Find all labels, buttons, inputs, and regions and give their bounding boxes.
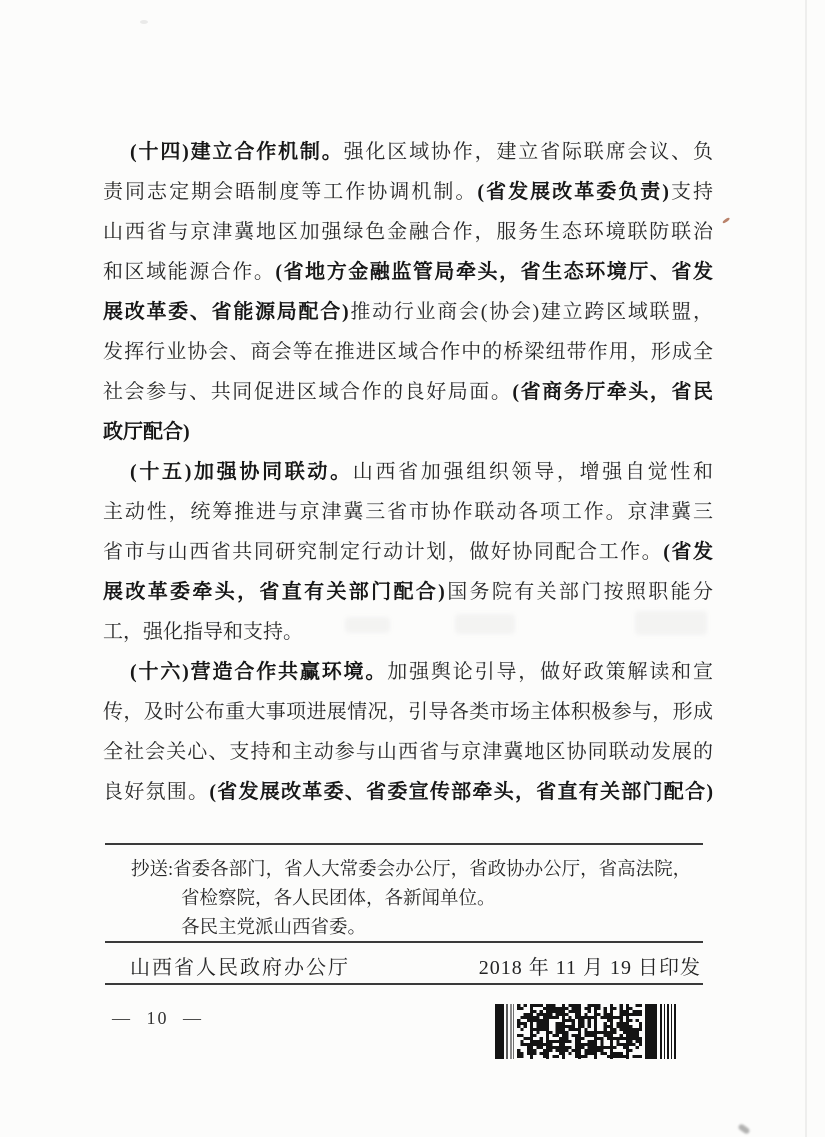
separator-line-middle <box>105 941 703 943</box>
body-text-line: 社会参与、共同促进区域合作的良好局面。(省商务厅牵头，省民 <box>103 381 713 403</box>
body-text-line: (十六)营造合作共赢环境。加强舆论引导，做好政策解读和宣 <box>130 661 714 683</box>
scan-edge-line <box>805 0 807 1137</box>
body-text-line: 和区域能源合作。(省地方金融监管局牵头，省生态环境厅、省发 <box>103 261 713 283</box>
copy-to-line: 各民主党派山西省委。 <box>181 918 367 938</box>
body-text-line: 展改革委牵头，省直有关部门配合)国务院有关部门按照职能分 <box>103 581 713 603</box>
body-text-line: 主动性，统筹推进与京津冀三省市协作联动各项工作。京津冀三 <box>103 501 713 523</box>
copy-to-line <box>131 856 711 885</box>
body-text-line: 全社会关心、支持和主动参与山西省与京津冀地区协同联动发展的 <box>103 741 713 763</box>
scan-smudge <box>635 611 707 635</box>
print-date: 2018 年 11 月 19 日印发 <box>478 956 701 979</box>
separator-line-bottom <box>105 983 703 985</box>
body-text-line: 责同志定期会晤制度等工作协调机制。(省发展改革委负责)支持 <box>103 181 714 203</box>
body-text-line: (十四)建立合作机制。强化区域协作，建立省际联席会议、负 <box>130 141 713 163</box>
scan-smudge <box>737 1123 750 1135</box>
document-body <box>103 132 713 812</box>
scan-artifact-red-speck <box>722 217 730 224</box>
copy-to-line: 省检察院，各人民团体，各新闻单位。 <box>181 889 496 909</box>
copy-to-label: 抄送: <box>131 860 174 880</box>
document-barcode <box>495 1004 687 1059</box>
body-text-line: 良好氛围。(省发展改革委、省委宣传部牵头，省直有关部门配合) <box>103 781 713 803</box>
body-text-line: 政厅配合) <box>103 421 190 443</box>
body-text-line: 山西省与京津冀地区加强绿色金融合作，服务生态环境联防联治 <box>103 221 713 243</box>
body-text-line: 发挥行业协会、商会等在推进区域合作中的桥梁纽带作用，形成全 <box>103 341 713 363</box>
scan-artifact <box>140 20 148 24</box>
scan-smudge <box>455 614 515 634</box>
body-text-line: 展改革委、省能源局配合)推动行业商会(协会)建立跨区域联盟， <box>103 301 713 323</box>
copy-to-recipients: 省委各部门，省人大常委会办公厅，省政协办公厅，省高法院， <box>173 860 692 880</box>
issuer-row <box>105 951 703 979</box>
body-text-line: 省市与山西省共同研究制定行动计划，做好协同配合工作。(省发 <box>103 541 713 563</box>
body-text-line: 传，及时公布重大事项进展情况，引导各类市场主体积极参与，形成 <box>103 701 713 723</box>
page-number: — 10 — <box>112 1008 203 1028</box>
scan-smudge <box>345 617 390 633</box>
separator-line-top <box>105 843 703 845</box>
issuing-office: 山西省人民政府办公厅 <box>130 956 350 979</box>
copy-to-block <box>131 856 711 943</box>
body-text-line: (十五)加强协同联动。山西省加强组织领导，增强自觉性和 <box>130 461 713 483</box>
body-text-line: 工，强化指导和支持。 <box>103 621 303 643</box>
